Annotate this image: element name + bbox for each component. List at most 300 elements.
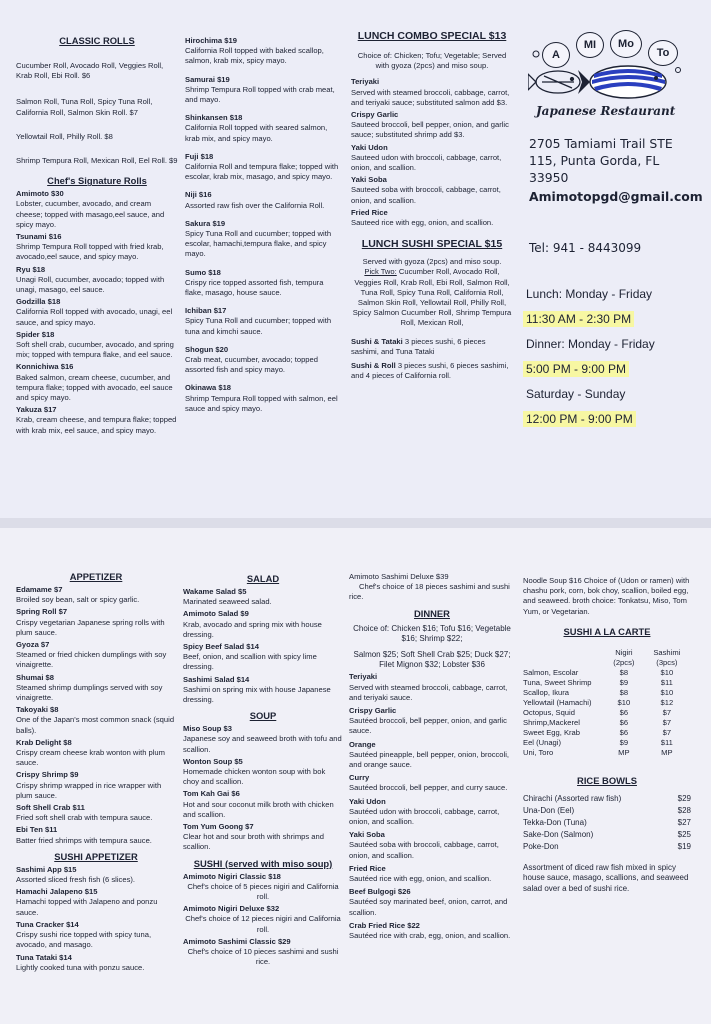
sashimi-column-header: Sashimi	[653, 647, 681, 657]
soup-item-name: Wonton Soup $5	[183, 756, 243, 766]
dinner-item-desc: Sautéed rice with egg, onion, and scallion.	[349, 874, 492, 884]
hours-row	[526, 412, 655, 426]
special-roll-name: Ichiban $17	[185, 306, 227, 316]
sushi-miso-item-name: Amimoto Nigiri Classic $18	[183, 871, 281, 881]
sushi-carte-name: Tuna, Sweet Shrimp	[523, 677, 592, 687]
sushi-carte-row	[523, 688, 691, 698]
signature-roll-name: Konnichiwa $16	[16, 362, 74, 372]
lunch-sushi-item	[351, 361, 513, 381]
sushi-carte-heading: SUSHI A LA CARTE	[563, 625, 651, 637]
address-line: 33950	[529, 170, 569, 185]
dinner-heading: DINNER	[414, 607, 450, 619]
sushi-appetizer-heading: SUSHI APPETIZER	[54, 850, 138, 862]
special-roll-name: Fuji $18	[185, 151, 214, 161]
appetizer-item-name: Krab Delight $8	[16, 737, 72, 747]
sushi-appetizer-item-desc: Lightly cooked tuna with ponzu sauce.	[16, 962, 145, 972]
sushi-carte-row	[523, 738, 691, 748]
dinner-item-desc: Sautéed broccoli, bell pepper, onion, and garlic sauce.	[349, 716, 507, 736]
lunch-combo-item-name: Teriyaki	[351, 77, 380, 87]
dinner-item-desc: Sautéed udon with broccoli, cabbage, carrot, onion, and scallion.	[349, 806, 500, 827]
rice-bowl-row	[523, 817, 691, 829]
dinner-item-desc: Served with steamed broccoli, cabbage, carrot, and teriyaki sauce.	[349, 682, 508, 702]
classic-rolls-line: Cucumber Roll, Avocado Roll, Veggies Roll, Krab Roll, Ebi Roll. $6	[16, 61, 164, 81]
sushi-carte-name: Scallop, Ikura	[523, 687, 570, 697]
dinner-choice: Choice of: Chicken $16; Tofu $16; Vegetable $16; Shrimp $22;	[353, 623, 511, 643]
special-roll-desc: Crispy rice topped assorted fish, tempura flake, masago, house sauce.	[185, 277, 324, 298]
sushi-carte-sashimi: $7	[662, 707, 672, 717]
signature-roll	[16, 330, 178, 361]
appetizer-item-name: Gyoza $7	[16, 640, 50, 650]
dinner-item-name: Yaki Udon	[349, 796, 386, 806]
appetizer-item-name: Soft Shell Crab $11	[16, 803, 85, 813]
soup-item	[183, 724, 343, 755]
hours-row	[526, 312, 655, 326]
dinner-item-name: Teriyaki	[349, 672, 378, 682]
salad-item	[183, 642, 343, 673]
sushi-carte-name: Salmon, Escolar	[523, 667, 579, 677]
noodle-soup	[523, 576, 691, 617]
sushi-carte-row	[523, 678, 691, 688]
dinner-item-name: Beef Bulgogi $26	[349, 887, 411, 897]
noodle-soup-desc: Choice of (Udon or ramen) with chashu pork, corn, bok choy, scallion, boiled egg, and seaweed. broth choice: Tonkatsu, Miso, Tom Yum, or Vegetarian.	[523, 576, 690, 616]
special-roll-name: Niji $16	[185, 190, 212, 200]
lunch-combo-item-name: Crispy Garlic	[351, 110, 399, 120]
rice-bowl-price: $25	[677, 829, 691, 839]
lunch-combo-item-name: Yaki Soba	[351, 175, 387, 185]
dinner-choice-2: Salmon $25; Soft Shell Crab $25; Duck $27; Filet Mignon $32; Lobster $36	[353, 650, 511, 670]
special-roll	[185, 190, 343, 210]
sushi-carte-sashimi: $10	[660, 687, 674, 697]
signature-roll-desc: Lobster, cucumber, avocado, and cream cheese; topped with masago,eel sauce, and spicy mayo.	[16, 199, 165, 229]
sushi-carte-sashimi: $10	[660, 667, 674, 677]
lunch-sushi-item	[351, 337, 513, 357]
dinner-item-desc: Sautéed rice with crab, egg, onion, and scallion.	[349, 931, 511, 941]
lunch-sushi-item-name: Sushi & Roll	[351, 361, 396, 371]
dinner-item	[349, 672, 515, 703]
soup-item	[183, 789, 343, 820]
sushi-carte-sashimi: $7	[662, 727, 672, 737]
hours-text: Lunch: Monday - Friday	[526, 287, 653, 301]
rice-bowl-row	[523, 793, 691, 805]
signature-roll-name: Yakuza $17	[16, 405, 57, 415]
appetizer-item-desc: Crispy cream cheese krab wonton with plum sauce.	[16, 748, 165, 768]
signature-roll-name: Spider $18	[16, 329, 55, 339]
salad-item-desc: Marinated seaweed salad.	[183, 597, 272, 607]
dinner-list	[349, 672, 515, 941]
salad-item-desc: Beef, onion, and scallion with spicy lime dressing.	[183, 652, 317, 672]
address-line: 2705 Tamiami Trail STE	[529, 136, 673, 151]
signature-roll	[16, 405, 178, 436]
dinner-item-name: Fried Rice	[349, 863, 386, 873]
hours-row	[526, 387, 655, 401]
lunch-sushi-item-desc: 3 pieces sushi, 6 pieces sashimi, and Tuna Tataki	[351, 336, 486, 356]
sushi-carte-nigiri: $6	[619, 717, 629, 727]
appetizer-item	[16, 673, 176, 704]
signature-roll-desc: Krab, cream cheese, and tempura flake; topped with krab mix, eel sauce, and spicy mayo.	[16, 415, 177, 435]
dinner-item-name: Orange	[349, 739, 376, 749]
special-roll-name: Shogun $20	[185, 344, 229, 354]
salad-item-desc: Krab, avocado and spring mix with house dressing.	[183, 619, 322, 639]
appetizer-item-name: Ebi Ten $11	[16, 825, 58, 835]
signature-roll-desc: California Roll topped with avocado, unagi, eel sauce, and spicy mayo.	[16, 307, 173, 327]
sushi-carte-row	[523, 748, 691, 758]
restaurant-logo	[528, 30, 698, 110]
sushi-carte-nigiri: MP	[618, 747, 630, 757]
lunch-combo-item-desc: Sauteed rice with egg, onion, and scallion.	[351, 218, 494, 228]
rice-bowl-name: Tekka-Don (Tuna)	[523, 817, 587, 827]
special-roll-name: Sumo $18	[185, 267, 221, 277]
appetizer-column	[16, 570, 176, 973]
lunch-column	[351, 30, 513, 381]
dinner-item-name: Crab Fried Rice $22	[349, 920, 420, 930]
lunch-combo-item	[351, 208, 513, 228]
dinner-column	[349, 572, 515, 944]
sushi-miso-item-name: Amimoto Sashimi Classic $29	[183, 936, 291, 946]
classic-rolls-heading: CLASSIC ROLLS	[59, 35, 135, 46]
signature-roll	[16, 297, 178, 328]
dinner-item	[349, 706, 515, 737]
dinner-item-desc: Sautéed broccoli, bell pepper, and curry sauce.	[349, 783, 508, 793]
soup-item-name: Tom Kah Gai $6	[183, 789, 240, 799]
classic-rolls-line: Salmon Roll, Tuna Roll, Spicy Tuna Roll, California Roll, Salmon Skin Roll. $7	[16, 97, 153, 117]
carte-column	[523, 576, 691, 895]
sushi-carte-nigiri: $8	[619, 687, 629, 697]
lunch-combo-item-desc: Sauteed soba with broccoli, cabbage, carrot, onion, and scallion.	[351, 185, 501, 205]
restaurant-address	[529, 135, 703, 205]
salad-list	[183, 587, 343, 705]
sushi-appetizer-item-name: Hamachi Jalapeno $15	[16, 887, 98, 897]
lunch-combo-item-desc: Sauteed broccoli, bell pepper, onion, and garlic sauce; substituted shrimp add $3.	[351, 120, 509, 140]
classic-rolls-line: Yellowtail Roll, Philly Roll. $8	[16, 131, 113, 141]
appetizer-item-name: Shumai $8	[16, 672, 54, 682]
soup-item-desc: Hot and sour coconut milk broth with chicken and scallion.	[183, 799, 334, 819]
salad-item	[183, 587, 343, 607]
appetizer-item-desc: Crispy shrimp wrapped in rice wrapper with plum sauce.	[16, 780, 162, 800]
hours-text: Saturday - Sunday	[526, 387, 626, 401]
hours-text: 12:00 PM - 9:00 PM	[523, 411, 636, 427]
special-roll	[185, 75, 343, 106]
lunch-combo-heading: LUNCH COMBO SPECIAL $13	[357, 30, 507, 42]
sushi-carte-sashimi: MP	[661, 747, 673, 757]
lunch-combo-item	[351, 77, 513, 108]
lunch-combo-item	[351, 175, 513, 206]
dinner-item	[349, 797, 515, 828]
rice-bowl-price: $28	[677, 805, 691, 815]
sushi-miso-list	[183, 872, 343, 968]
sushi-miso-item	[183, 904, 343, 935]
sushi-carte-nigiri: $10	[617, 697, 631, 707]
phone-number[interactable]: Tel: 941 - 8443099	[529, 241, 642, 255]
appetizer-item-name: Crispy Shrimp $9	[16, 770, 79, 780]
sashimi-deluxe-name: Amimoto Sashimi Deluxe $39	[349, 572, 449, 581]
menu-bottom-panel	[0, 528, 711, 1024]
signature-roll-name: Amimoto $30	[16, 189, 64, 199]
dinner-item	[349, 830, 515, 861]
lunch-sushi-intro: Served with gyoza (2pcs) and miso soup.	[362, 257, 502, 267]
special-roll	[185, 345, 343, 376]
dinner-item-name: Yaki Soba	[349, 830, 385, 840]
soup-item	[183, 757, 343, 788]
rice-bowls-heading: RICE BOWLS	[577, 774, 637, 786]
nigiri-column-sub: (2pcs)	[613, 657, 635, 667]
special-roll	[185, 36, 343, 67]
special-roll-name: Samurai $19	[185, 74, 230, 84]
appetizer-list	[16, 585, 176, 846]
dinner-item-desc: Sautéed pineapple, bell pepper, onion, broccoli, and orange sauce.	[349, 749, 510, 770]
rice-bowl-price: $27	[677, 817, 691, 827]
sushi-carte-name: Eel (Unagi)	[523, 737, 561, 747]
sushi-appetizer-item	[16, 953, 176, 973]
sushi-appetizer-item-name: Tuna Tataki $14	[16, 952, 72, 962]
address-line: 115, Punta Gorda, FL	[529, 153, 660, 168]
sushi-miso-item	[183, 872, 343, 903]
salad-heading: SALAD	[246, 573, 280, 584]
appetizer-item	[16, 640, 176, 671]
hours-row	[526, 362, 655, 376]
noodle-soup-name: Noodle Soup $16	[523, 576, 582, 585]
rice-bowl-price: $29	[677, 793, 691, 803]
appetizer-item-name: Spring Roll $7	[16, 607, 68, 617]
sushi-appetizer-item-desc: Assorted sliced fresh fish (6 slices).	[16, 875, 136, 885]
sushi-miso-item-name: Amimoto Nigiri Deluxe $32	[183, 904, 280, 914]
soup-item-name: Tom Yum Goong $7	[183, 822, 254, 832]
dinner-item	[349, 740, 515, 771]
restaurant-subtitle: Japanese Restaurant	[536, 104, 676, 118]
sushi-carte-sashimi: $7	[662, 717, 672, 727]
pick-two-text: Cucumber Roll, Avocado Roll, Veggies Roll, Krab Roll, Ebi Roll, Salmon Roll, Tuna Roll, Spicy Tuna Roll, California Roll, Salmon Skin Roll, Yellowtail Roll, Philly Roll, Spicy Salmon Cucumber Roll, Shrimp Tempura Roll, Mexican Roll,	[352, 267, 512, 328]
appetizer-item-desc: Fried soft shell crab with tempura sauce.	[16, 813, 153, 823]
sushi-miso-item-desc: Chef's choice of 10 pieces sashimi and sushi rice.	[187, 947, 339, 967]
special-roll-desc: Crab meat, cucumber, avocado; topped assorted fish and spicy mayo.	[185, 355, 318, 375]
sushi-appetizer-item	[16, 865, 176, 885]
sushi-carte-nigiri: $9	[619, 737, 629, 747]
appetizer-item	[16, 585, 176, 605]
dinner-item	[349, 773, 515, 793]
hours-row	[526, 287, 655, 301]
dinner-item	[349, 887, 515, 918]
rice-bowl-name: Una-Don (Eel)	[523, 805, 575, 815]
hours-list	[526, 287, 655, 437]
soup-heading: SOUP	[249, 710, 277, 722]
special-roll	[185, 268, 343, 299]
appetizer-item-desc: Steamed or fried chicken dumplings with soy vinaigrette.	[16, 650, 167, 670]
sushi-miso-item-desc: Chef's choice of 12 pieces nigiri and California roll.	[185, 914, 341, 934]
sushi-carte-sashimi: $11	[660, 677, 673, 687]
sushi-miso-item	[183, 937, 343, 968]
signature-roll	[16, 189, 178, 230]
fish-icon	[528, 30, 698, 110]
rice-bowl-name: Sake-Don (Salmon)	[523, 829, 594, 839]
special-roll-name: Hirochima $19	[185, 36, 237, 45]
soup-item-desc: Homemade chicken wonton soup with bok choy and scallion.	[183, 767, 326, 787]
sushi-carte-nigiri: $6	[619, 727, 629, 737]
special-roll-desc: Spicy Tuna Roll and cucumber; topped with escolar, hamachi,tempura flake, and spicy mayo.	[185, 229, 332, 259]
email-address[interactable]: Amimotopgd@gmail.com	[529, 189, 703, 204]
sushi-carte-nigiri: $6	[619, 707, 629, 717]
appetizer-item	[16, 738, 176, 769]
appetizer-item-desc: Batter fried shrimps with tempura sauce.	[16, 835, 152, 845]
special-roll-name: Sakura $19	[185, 218, 226, 228]
salad-item-desc: Sashimi on spring mix with house Japanese dressing.	[183, 684, 331, 705]
appetizer-item-desc: Steamed shrimp dumplings served with soy vinaigrette.	[16, 682, 163, 703]
salad-soup-column	[183, 572, 343, 968]
lunch-combo-list	[351, 77, 513, 228]
lunch-sushi-pick	[351, 267, 513, 328]
dinner-item-desc: Sautéed soba with broccoli, cabbage, carrot, onion, and scallion.	[349, 840, 499, 860]
salad-item-name: Amimoto Salad $9	[183, 609, 249, 619]
hours-text: 5:00 PM - 9:00 PM	[523, 361, 629, 377]
salad-item-name: Wakame Salad $5	[183, 587, 247, 596]
special-roll	[185, 219, 343, 260]
appetizer-item	[16, 825, 176, 845]
special-roll-desc: Spicy Tuna Roll and cucumber; topped with tuna and kimchi sauce.	[185, 316, 332, 336]
classic-rolls-line: Shrimp Tempura Roll, Mexican Roll, Eel Roll. $9	[16, 156, 178, 166]
sashimi-deluxe-desc: Chef's choice of 18 pieces sashimi and sushi rice.	[349, 582, 510, 602]
sushi-carte-name: Sweet Egg, Krab	[523, 727, 580, 737]
nigiri-column-header: Nigiri	[615, 647, 633, 657]
special-roll-name: Okinawa $18	[185, 383, 232, 393]
sushi-miso-heading: SUSHI (served with miso soup)	[193, 857, 333, 869]
hours-text: Dinner: Monday - Friday	[526, 337, 655, 351]
dinner-item	[349, 864, 515, 884]
sushi-miso-item-desc: Chef's choice of 5 pieces nigiri and California roll.	[187, 881, 339, 902]
signature-roll-desc: Soft shell crab, cucumber, avocado, and spring mix; topped with tempura flake, and eel sauce.	[16, 340, 174, 360]
signature-roll-name: Tsunami $16	[16, 232, 62, 242]
rice-bowls-table	[523, 793, 691, 853]
sushi-appetizer-item-desc: Hamachi topped with Jalapeno and ponzu sauce.	[16, 897, 158, 917]
sashimi-deluxe	[349, 572, 515, 582]
logo-letter-bubble: MI	[576, 32, 604, 58]
sushi-carte-name: Uni, Toro	[523, 747, 554, 757]
dinner-item	[349, 921, 515, 941]
lunch-combo-item-name: Yaki Udon	[351, 142, 388, 152]
signature-rolls-heading: Chef's Signature Rolls	[47, 175, 147, 187]
sushi-carte-row	[523, 728, 691, 738]
salad-item	[183, 675, 343, 706]
appetizer-item-desc: One of the Japan's most common snack (squid balls).	[16, 715, 175, 735]
lunch-sushi-item-desc: 3 pieces sushi, 6 pieces sashimi, and 4 pieces of California roll.	[351, 361, 509, 381]
sushi-appetizer-item	[16, 887, 176, 918]
signature-roll	[16, 265, 178, 296]
appetizer-item-desc: Crispy vegetarian Japanese spring rolls with plum sauce.	[16, 617, 165, 637]
sushi-appetizer-item-name: Sashimi App $15	[16, 864, 77, 874]
sushi-carte-nigiri: $9	[619, 677, 629, 687]
page-fold-divider	[0, 518, 711, 528]
sushi-carte-name: Octopus, Squid	[523, 707, 575, 717]
logo-letter-bubble: A	[542, 42, 570, 68]
signature-rolls-list	[16, 189, 178, 436]
special-roll-desc: California Roll topped with seared salmon, krab mix, and spicy mayo.	[185, 123, 328, 143]
sushi-appetizer-item-name: Tuna Cracker $14	[16, 919, 79, 929]
special-roll-desc: Assorted raw fish over the California Roll.	[185, 200, 325, 210]
lunch-combo-item-desc: Sauteed udon with broccoli, cabbage, carrot, onion, and scallion.	[351, 152, 502, 173]
appetizer-item	[16, 607, 176, 638]
dinner-item-desc: Sautéed soy marinated beef, onion, carrot, and scallion.	[349, 897, 508, 917]
pick-two-label: Pick Two:	[364, 267, 397, 277]
sushi-carte-sashimi: $11	[660, 737, 673, 747]
lunch-combo-item-desc: Served with steamed broccoli, cabbage, carrot, and teriyaki sauce; substituted salmon add $3.	[351, 87, 510, 107]
signature-roll-desc: Shrimp Tempura Roll topped with fried krab, avocado,eel sauce, and spicy mayo.	[16, 242, 164, 262]
sushi-carte-name: Yellowtail (Hamachi)	[523, 697, 592, 707]
special-roll-name: Shinkansen $18	[185, 113, 243, 123]
rice-bowls-note: Assortment of diced raw fish mixed in spicy house sauce, masago, scallions, and seaweed salad over a bed of sushi rice.	[523, 862, 689, 893]
appetizer-item-name: Takoyaki $8	[16, 705, 59, 715]
lunch-combo-item	[351, 110, 513, 141]
rice-bowl-row	[523, 805, 691, 817]
signature-roll-desc: Unagi Roll, cucumber, avocado; topped with unagi, masago, eel sauce.	[16, 274, 165, 295]
signature-roll-name: Godzilla $18	[16, 297, 61, 307]
soup-item	[183, 822, 343, 853]
special-roll	[185, 306, 343, 337]
rolls-column	[16, 34, 178, 436]
soup-item-desc: Clear hot and sour broth with shrimps and scallion.	[183, 832, 324, 852]
sushi-carte-sashimi: $12	[660, 697, 674, 707]
special-roll-desc: California Roll and tempura flake; topped with escolar, krab mix, masago, and spicy mayo.	[185, 162, 339, 182]
special-roll-desc: Shrimp Tempura Roll topped with salmon, eel sauce and spicy mayo.	[185, 393, 338, 413]
salad-item-name: Sashimi Salad $14	[183, 674, 250, 684]
logo-letter-bubble: Mo	[610, 30, 642, 58]
special-roll	[185, 383, 343, 414]
lunch-sushi-item-name: Sushi & Tataki	[351, 336, 403, 346]
appetizer-item	[16, 770, 176, 801]
rice-bowl-name: Chirachi (Assorted raw fish)	[523, 793, 622, 803]
rice-bowl-row	[523, 841, 691, 853]
special-roll-desc: Shrimp Tempura Roll topped with crab meat, and mayo.	[185, 84, 335, 105]
signature-roll	[16, 232, 178, 263]
sushi-carte-name: Shrimp,Mackerel	[523, 717, 580, 727]
lunch-combo-item-name: Fried Rice	[351, 207, 388, 217]
special-rolls-list	[185, 36, 343, 414]
sushi-carte-table	[523, 648, 691, 758]
lunch-combo-item	[351, 143, 513, 174]
special-roll	[185, 152, 343, 183]
appetizer-item-name: Edamame $7	[16, 585, 63, 594]
soup-item-name: Miso Soup $3	[183, 724, 232, 734]
signature-roll-name: Ryu $18	[16, 264, 46, 274]
dinner-item-name: Crispy Garlic	[349, 706, 397, 716]
soup-item-desc: Japanese soy and seaweed broth with tofu and scallion.	[183, 734, 342, 754]
rice-bowl-name: Poke-Don	[523, 841, 559, 851]
appetizer-item-desc: Broiled soy bean, salt or spicy garlic.	[16, 595, 140, 605]
hours-text: 11:30 AM - 2:30 PM	[523, 311, 634, 327]
sushi-carte-row	[523, 708, 691, 718]
sushi-appetizer-item	[16, 920, 176, 951]
lunch-combo-intro: Choice of: Chicken; Tofu; Vegetable; Served with gyoza (2pcs) and miso soup.	[357, 51, 507, 71]
sashimi-column-sub: (3pcs)	[656, 657, 678, 667]
sushi-appetizer-list	[16, 865, 176, 973]
appetizer-heading: APPETIZER	[69, 571, 123, 582]
special-roll	[185, 113, 343, 144]
sushi-carte-nigiri: $8	[619, 667, 629, 677]
logo-letter-bubble: To	[648, 40, 678, 66]
salad-item-name: Spicy Beef Salad $14	[183, 642, 259, 652]
sushi-carte-row	[523, 668, 691, 678]
dinner-item-name: Curry	[349, 773, 370, 783]
sushi-carte-row	[523, 718, 691, 728]
special-roll-desc: California Roll topped with baked scallop, salmon, krab mix, spicy mayo.	[185, 46, 324, 66]
rice-bowl-price: $19	[677, 841, 691, 851]
appetizer-item	[16, 803, 176, 823]
lunch-sushi-heading: LUNCH SUSHI SPECIAL $15	[361, 238, 503, 251]
special-rolls-column	[185, 34, 343, 422]
sushi-appetizer-item-desc: Crispy sushi rice topped with spicy tuna, avocado, and masago.	[16, 930, 152, 950]
sushi-carte-row	[523, 698, 691, 708]
hours-row	[526, 337, 655, 351]
signature-roll-desc: Baked salmon, cream cheese, cucumber, and tempura flake; topped with avocado, eel sauce and spicy mayo.	[16, 372, 173, 403]
signature-roll	[16, 362, 178, 403]
rice-bowl-row	[523, 829, 691, 841]
salad-item	[183, 609, 343, 640]
